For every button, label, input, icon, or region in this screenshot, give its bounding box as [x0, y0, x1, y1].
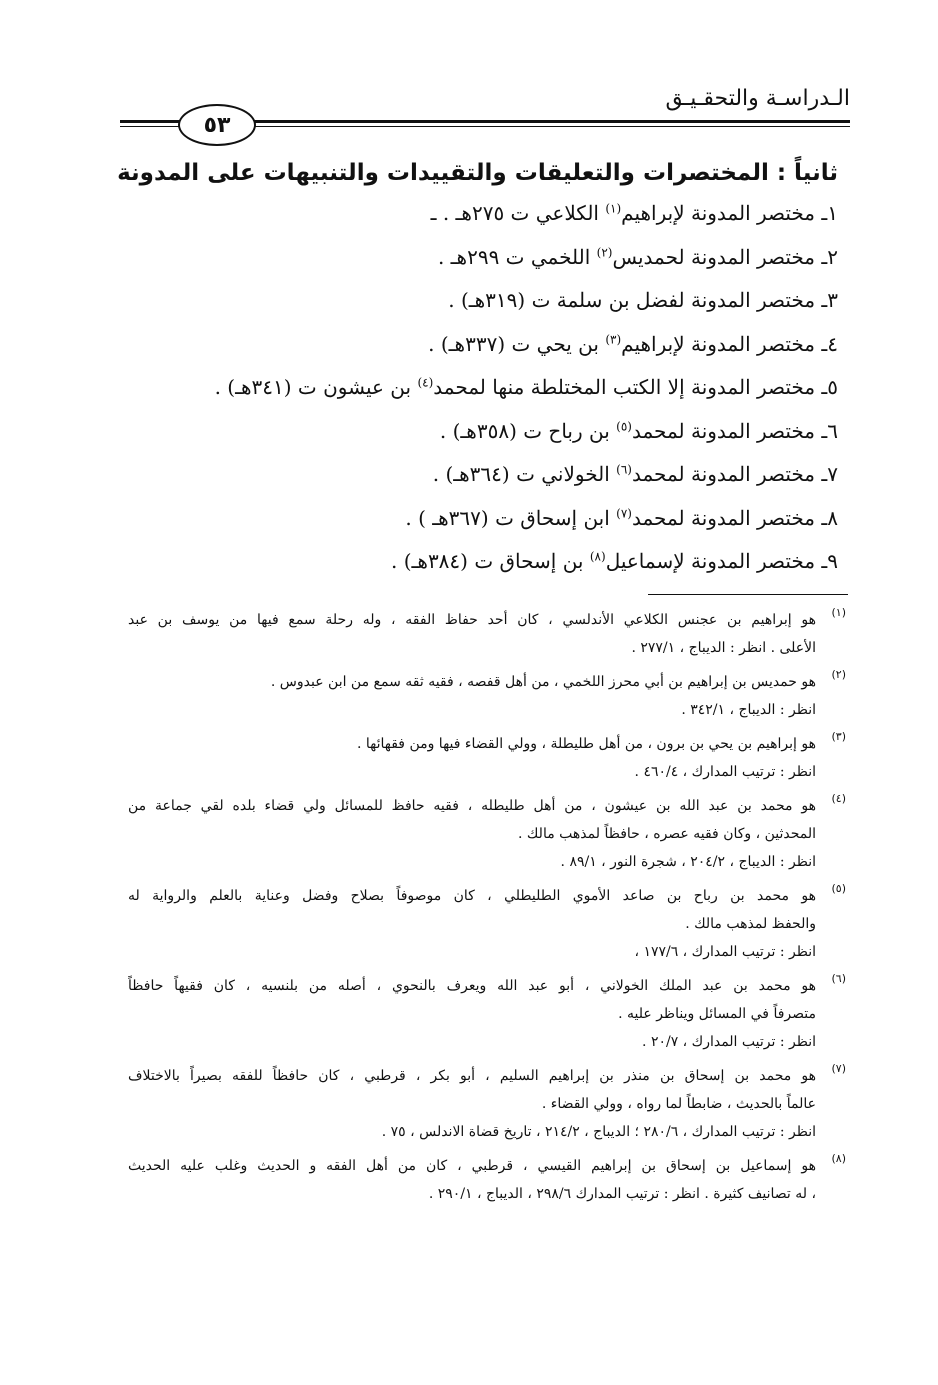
footnote-line: المحدثين ، وكان فقيه عصره ، حافظاً لمذهب مالك . — [517, 826, 816, 842]
item-text: ٥ـ مختصر المدونة إلا الكتب المختلطة منها لمحمد — [433, 375, 838, 399]
item-text-tail: بن يحي ت (٣٣٧هـ) . — [428, 331, 606, 356]
footnote-line: عالماً بالحديث ، ضابطاً لما رواه ، وولي القضاء . — [541, 1096, 816, 1112]
footnote-line: انظر : ترتيب المدارك ، ٤٦٠/٤ . — [634, 764, 816, 780]
footnote-marker: (٥) — [831, 882, 846, 895]
item-text-tail: الكلاعي ت ٢٧٥هـ . ـ — [430, 201, 606, 225]
footnote — [128, 668, 846, 724]
footnote — [128, 882, 846, 966]
footnote-line: والحفظ لمذهب مالك . — [685, 916, 816, 932]
footnote-line: هو إسماعيل بن إسحاق بن إبراهيم القيسي ، قرطبي ، كان من أهل الفقه و الحديث وغلب عليه الحديث — [128, 1158, 816, 1174]
footnote-line: هو محمد بن عبد الملك الخولاني ، أبو عبد الله ويعرف بالنحوي ، أصله من بلنسيه ، كان فقيهاً حافظاً — [128, 978, 816, 994]
footnote-ref[interactable]: (٤) — [417, 375, 434, 390]
footnote-ref[interactable]: (٢) — [596, 244, 613, 259]
footnote-line: انظر : ترتيب المدارك ، ١٧٧/٦ ، — [634, 944, 816, 960]
item-text: ٣ـ مختصر المدونة لفضل بن سلمة ت (٣١٩هـ) . — [448, 288, 838, 312]
page-header — [120, 86, 850, 146]
footnote-line: هو محمد بن عبد الله بن عيشون ، من أهل طليطله ، فقيه حافظ للمسائل ولي قضاء بلده لقي جماعة من — [128, 798, 816, 814]
list-item — [128, 192, 838, 236]
item-text-tail: ابن إسحاق ت (٣٦٧هـ ) . — [405, 505, 617, 530]
footnote-ref[interactable]: (٦) — [616, 462, 632, 477]
footnote-separator — [648, 594, 848, 595]
list-item — [128, 366, 838, 410]
footnote-line: متصرفاً في المسائل ويناظر عليه . — [618, 1006, 816, 1022]
footnote-line: هو محمد بن إسحاق بن منذر بن إبراهيم السليم ، أبو بكر ، قرطبي ، كان حافظاً للفقه بصيراً بالاختلاف — [128, 1068, 816, 1084]
list-item — [128, 497, 838, 541]
footnote-line: هو محمد بن رباح بن صاعد الأموي الطليطلي ، كان موصوفاً بصلاح وفضل وعناية بالعلم والرواية له — [128, 888, 816, 904]
page-number: ٥٣ — [178, 104, 256, 146]
running-title: الـدراسـة والتحقـيـق — [665, 86, 850, 111]
item-text-tail: اللخمي ت ٢٩٩هـ . — [437, 244, 597, 269]
footnote — [128, 1062, 846, 1146]
footnote — [128, 1152, 846, 1208]
list-item — [128, 323, 838, 367]
item-text-tail: بن إسحاق ت (٣٨٤هـ) . — [391, 549, 590, 573]
item-text: ٩ـ مختصر المدونة لإسماعيل — [605, 549, 838, 573]
list-item — [128, 540, 838, 584]
footnote-line: هو حمديس بن إبراهيم بن أبي محرز اللخمي ، من أهل قفصه ، فقيه ثقه سمع من ابن عبدوس . — [270, 674, 816, 690]
footnote-ref[interactable]: (٣) — [605, 331, 622, 346]
footnote-line: هو إبراهيم بن يحي بن برون ، من أهل طليطلة ، وولي القضاء فيها ومن فقهائها . — [356, 736, 816, 752]
footnote-line: هو إبراهيم بن عجنس الكلاعي الأندلسي ، كان أحد حفاظ الفقه ، وله رحلة سمع فيها من يوسف بن عبد — [128, 612, 816, 628]
item-text: ٤ـ مختصر المدونة لإبراهيم — [621, 331, 838, 356]
list-item — [128, 410, 838, 454]
item-text-tail: الخولاني ت (٣٦٤هـ) . — [432, 462, 617, 486]
item-text: ١ـ مختصر المدونة لإبراهيم — [621, 201, 838, 225]
footnote-marker: (٧) — [831, 1062, 846, 1075]
footnote-marker: (٦) — [831, 972, 846, 985]
footnote — [128, 730, 846, 786]
list-item — [128, 236, 838, 280]
item-text: ٧ـ مختصر المدونة لمحمد — [631, 462, 838, 486]
footnote-ref[interactable]: (١) — [605, 201, 622, 216]
footnote-marker: (٣) — [831, 730, 846, 743]
footnote-line: انظر : ترتيب المدارك ، ٢٠/٧ . — [642, 1034, 816, 1050]
section-heading: ثانياً : المختصرات والتعليقات والتقييدات والتنبيهات على المدونة — [117, 160, 838, 186]
footnote — [128, 606, 846, 662]
item-text-tail: بن عيشون ت (٣٤١هـ) . — [214, 375, 418, 399]
footnote-marker: (٨) — [831, 1152, 846, 1165]
list-item — [128, 453, 838, 497]
footnote-ref[interactable]: (٧) — [616, 505, 632, 520]
footnote-marker: (٢) — [831, 668, 846, 681]
footnote — [128, 792, 846, 876]
footnote-marker: (١) — [831, 606, 846, 619]
footnote-line: انظر : الديباج ، ٣٤٢/١ . — [681, 702, 816, 718]
footnote-marker: (٤) — [831, 792, 846, 805]
item-text: ٢ـ مختصر المدونة لحمديس — [612, 244, 838, 269]
footnote-line: ، له تصانيف كثيرة . انظر : ترتيب المدارك ٢٩٨/٦ ، الديباج ، ٢٩٠/١ . — [428, 1186, 816, 1202]
main-text — [117, 160, 838, 584]
item-text-tail: بن رباح ت (٣٥٨هـ) . — [439, 418, 617, 443]
footnote-line: انظر : الديباج ، ٢٠٤/٢ ، شجرة النور ، ٨٩/١ . — [560, 854, 816, 870]
footnote-ref[interactable]: (٨) — [589, 549, 606, 564]
item-text: ٦ـ مختصر المدونة لمحمد — [631, 418, 838, 443]
abridgment-list — [128, 192, 838, 584]
footnote — [128, 972, 846, 1056]
footnote-line: انظر : ترتيب المدارك ، ٢٨٠/٦ ؛ الديباج ، ٢١٤/٢ ، تاريخ قضاة الاندلس ، ٧٥ . — [381, 1124, 816, 1140]
footnotes — [128, 606, 846, 1214]
list-item — [128, 279, 838, 323]
footnote-line: الأعلى . انظر : الديباج ، ٢٧٧/١ . — [631, 640, 816, 656]
footnote-ref[interactable]: (٥) — [616, 418, 632, 433]
item-text: ٨ـ مختصر المدونة لمحمد — [631, 505, 838, 530]
